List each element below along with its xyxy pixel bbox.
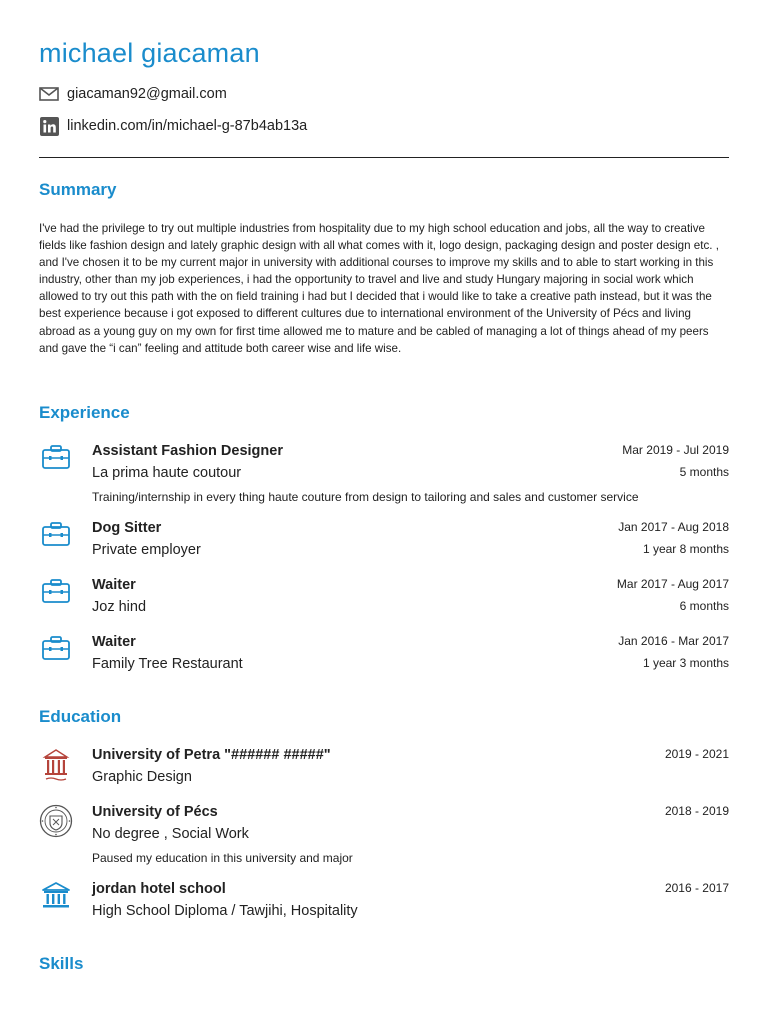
- job-title: Dog Sitter: [92, 520, 162, 536]
- petra-university-logo: [39, 747, 73, 781]
- job-dates: Jan 2016 - Mar 2017: [618, 634, 729, 648]
- pecs-university-seal: [39, 804, 73, 838]
- job-title: Waiter: [92, 634, 136, 650]
- job-duration: 1 year 8 months: [642, 542, 729, 556]
- skills-heading: Skills: [39, 954, 84, 973]
- briefcase-icon: [39, 520, 73, 554]
- summary-heading: Summary: [39, 180, 117, 199]
- school-degree: No degree , Social Work: [92, 826, 249, 842]
- linkedin-contact[interactable]: [39, 115, 307, 137]
- linkedin-icon: [39, 116, 59, 136]
- header-divider: [39, 157, 729, 158]
- institution-building-icon: [39, 881, 73, 915]
- education-heading: Education: [39, 707, 122, 726]
- school-degree: Graphic Design: [92, 769, 192, 785]
- job-description: Training/internship in every thing haute couture from design to tailoring and sales and customer service: [92, 490, 639, 504]
- briefcase-icon: [39, 443, 73, 477]
- school-description: Paused my education in this university and major: [92, 851, 353, 865]
- job-dates: Mar 2017 - Aug 2017: [616, 577, 729, 591]
- job-company: La prima haute coutour: [92, 465, 242, 481]
- summary-text: I've had the privilege to try out multiple industries from hospitality due to my high school education and jobs, all the way to creative fields like fashion design and lately graphic design with all what comes with it, logo design, packaging design and poster design etc. , and I've chosen it to be my current major in university with additional courses to improve my skills and to able to start working in this industry, other than my job experiences, i had the opportunity to travel and live and study Hungary majoring in social work which allowed to try out this path with the on field training i had but I decided that i would like to take a creative path instead, but it was the best experience because i got exposed to different cultures due to international environment of the University of Pécs and living abroad as a young guy on my own for first time allowed me to mature and be cabled of managing a lot of things ahead of my peers and gave the “i can” feeling and attitude both career wise and life wise.: [39, 222, 719, 355]
- job-duration: 6 months: [679, 599, 729, 613]
- briefcase-icon: [39, 577, 73, 611]
- email-text[interactable]: giacaman92@gmail.com: [67, 86, 227, 102]
- experience-heading: Experience: [39, 403, 130, 422]
- job-title: Waiter: [92, 577, 136, 593]
- linkedin-text[interactable]: linkedin.com/in/michael-g-87b4ab13a: [67, 118, 308, 134]
- school-dates: 2018 - 2019: [664, 804, 729, 818]
- job-company: Joz hind: [92, 599, 147, 615]
- job-dates: Mar 2019 - Jul 2019: [622, 443, 729, 457]
- job-dates: Jan 2017 - Aug 2018: [618, 520, 729, 534]
- briefcase-icon: [39, 634, 73, 668]
- school-degree: High School Diploma / Tawjihi, Hospitality: [92, 903, 358, 919]
- school-dates: 2019 - 2021: [664, 747, 729, 761]
- job-duration: 5 months: [679, 465, 729, 479]
- school-name: University of Petra "###### #####": [92, 747, 331, 763]
- job-duration: 1 year 3 months: [642, 656, 729, 670]
- job-company: Private employer: [92, 542, 201, 558]
- job-title: Assistant Fashion Designer: [92, 443, 283, 459]
- job-company: Family Tree Restaurant: [92, 656, 243, 672]
- school-name: jordan hotel school: [92, 881, 226, 897]
- school-name: University of Pécs: [92, 804, 218, 820]
- mail-icon: [39, 84, 59, 104]
- email-contact[interactable]: [39, 83, 227, 105]
- school-dates: 2016 - 2017: [664, 881, 729, 895]
- candidate-name: michael giacaman: [39, 38, 260, 68]
